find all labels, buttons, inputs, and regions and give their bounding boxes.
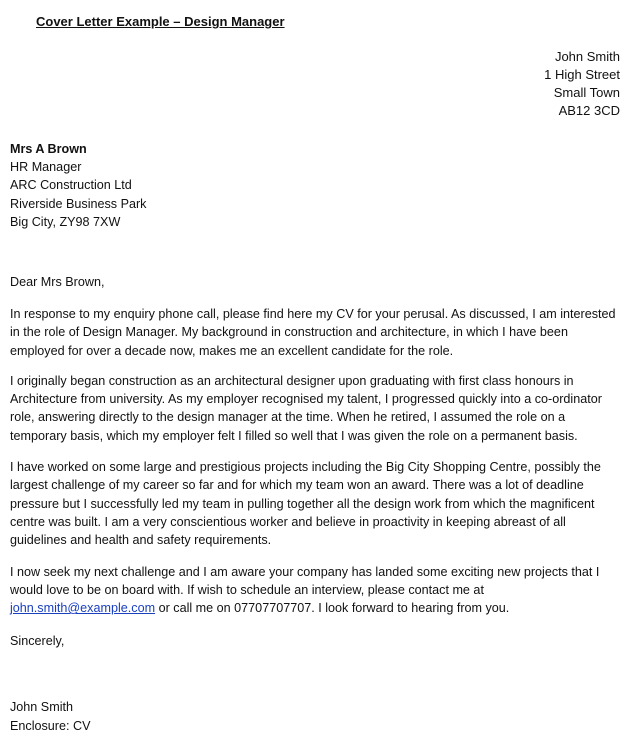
document-title: Cover Letter Example – Design Manager (36, 14, 285, 29)
paragraph-intro: In response to my enquiry phone call, please find here my CV for your perusal. As discussed, I am interested in the role of Design Manager. My background in construction and architecture, in which I have been employed for over a decade now, makes me an excellent candidate for the role. (10, 307, 616, 358)
closing: Sincerely, (10, 634, 65, 648)
enclosure-note: Enclosure: CV (10, 718, 91, 733)
signature-block (10, 698, 91, 735)
paragraph-background: I originally began construction as an architectural designer upon graduating with first class honours in Architecture from university. As my employer recognised my talent, I progressed quickly into a co-ordinator role, answering directly to the design manager at the time. When he retired, I assumed the role on a temporary basis, which my employer felt I filled so well that I was given the role on a permanent basis. (10, 373, 602, 443)
sender-address-block (544, 48, 620, 120)
email-link[interactable]: john.smith@example.com (10, 601, 156, 616)
letter-body (10, 305, 620, 630)
recipient-address-line2: Big City, ZY98 7XW (10, 214, 121, 229)
recipient-address-block (10, 140, 146, 231)
sender-address-line2: Small Town (553, 85, 620, 100)
paragraph-contact (10, 563, 620, 618)
recipient-role: HR Manager (10, 160, 82, 175)
salutation: Dear Mrs Brown, (10, 275, 105, 289)
sender-postcode: AB12 3CD (558, 103, 620, 118)
recipient-address-line1: Riverside Business Park (10, 196, 147, 211)
signature-name: John Smith (10, 700, 73, 714)
contact-text-after-email: or call me on 07707707707. I look forward to hearing from you. (158, 601, 510, 616)
recipient-company: ARC Construction Ltd (10, 178, 132, 193)
sender-address-line1: 1 High Street (544, 67, 620, 82)
sender-name: John Smith (554, 49, 620, 64)
recipient-name: Mrs A Brown (10, 142, 87, 156)
paragraph-experience: I have worked on some large and prestigious projects including the Big City Shopping Centre, possibly the largest challenge of my career so far and for which my team won an award. There was a lot of deadline pressure but I successfully led my team in pulling together all the design work from which the magnificent centre was built. I am a very conscientious worker and believe in proactivity in keeping abreast of all guidelines and health and safety requirements. (10, 460, 601, 548)
contact-text-before-email: I now seek my next challenge and I am aware your company has landed some exciting new projects that I would love to be on board with. If wish to schedule an interview, please contact me at (10, 564, 600, 597)
